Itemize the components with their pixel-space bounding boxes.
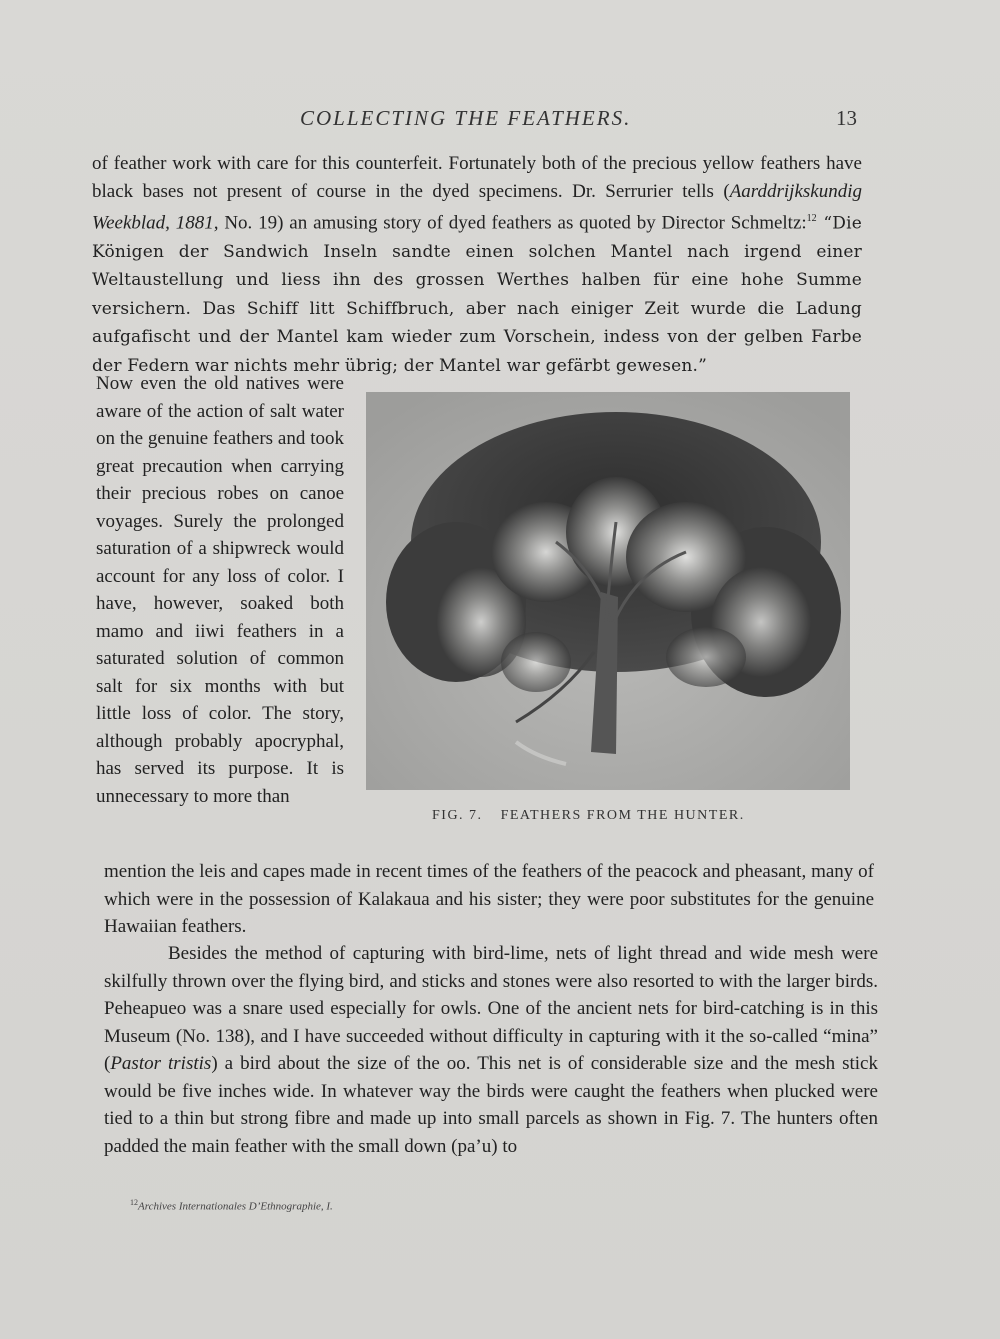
top-paragraph <box>92 150 862 380</box>
page-number: 13 <box>836 106 857 130</box>
figure-caption <box>432 808 745 824</box>
bird-capture-paragraph <box>104 940 878 1160</box>
figure-number: FIG. 7. <box>432 808 483 823</box>
species-name: Pastor tristis <box>110 1053 212 1074</box>
footnote <box>130 1198 333 1213</box>
footnote-reference: 12 <box>806 213 817 224</box>
figure-caption-text: FEATHERS FROM THE HUNTER. <box>500 808 745 823</box>
running-title: COLLECTING THE FEATHERS. <box>300 106 632 130</box>
citation-title: Aarddrijkskundig Weekblad, 1881, <box>92 180 862 234</box>
top-paragraph-text-1: of feather work with care for this counterfeit. Fortunately both of the precious yellow feathers have black bases not present of course in the dyed specimens. Dr. Serrurier tells ( <box>92 153 862 202</box>
top-paragraph-text-2: No. 19) an amusing story of dyed feathers as quoted by Director Schmeltz: <box>218 212 807 234</box>
feather-bundle-image <box>366 392 850 790</box>
footnote-text: Archives Internationales D’Ethnographie, I. <box>138 1200 333 1213</box>
footnote-marker: 12 <box>130 1198 138 1207</box>
continuation-paragraph: mention the leis and capes made in recent times of the feathers of the peacock and pheasant, many of which were in the possession of Kalakaua and his sister; they were poor substitutes for the genuine Hawaiian feathers. <box>104 861 874 937</box>
bird-capture-text-1: Besides the method of capturing with bird-lime, nets of light thread and wide mesh were skilfully thrown over the flying bird, and sticks and stones were also resorted to with the larger birds. Peheapueo was a snare used especially for owls. One of the ancient nets for bird-catching is in this Museum (No. 138), and I have succeeded without difficulty in capturing with it the so-called “mina” ( <box>104 943 878 1074</box>
left-column-paragraph: Now even the old natives were aware of the action of salt water on the genuine feathers and took great precaution when carrying their precious robes on canoe voyages. Surely the prolonged saturation of a shipwreck would account for any loss of color. I have, however, soaked both mamo and iiwi feathers in a saturated solution of common salt for six months with but little loss of color. The story, although probably apocryphal, has served its purpose. It is unnecessary to more than <box>96 373 344 807</box>
bird-capture-text-2: ) a bird about the size of the oo. This net is of considerable size and the mesh stick would be five inches wide. In whatever way the birds were caught the feathers when plucked were tied to a thin but strong fibre and made up into small parcels as shown in Fig. 7. The hunters often padded the main feather with the small down (pa’u) to <box>104 1053 878 1157</box>
german-quote: “Die Königen der Sandwich Inseln sandte einen solchen Mantel nach irgend einer Weltaustellung und liess ihn des grossen Werthes halben für eine hohe Summe versichern. Das Schiff litt Schiffbruch, aber nach einiger Zeit wurde die Ladung aufgafischt und der Mantel kam wieder zum Vorschein, indess von der gelben Farbe der Federn war nichts mehr übrig; der Mantel war gefärbt gewesen.” <box>92 213 862 376</box>
feather-photograph <box>366 392 850 790</box>
